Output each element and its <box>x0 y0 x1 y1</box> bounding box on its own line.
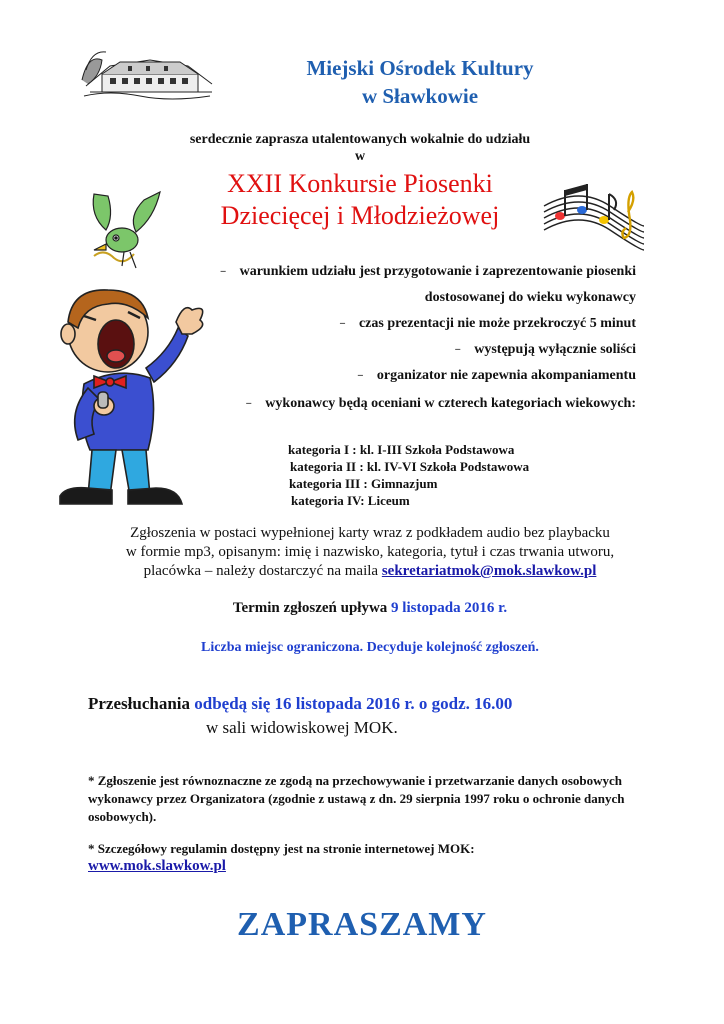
category-item: kategoria III : Gimnazjum <box>289 476 438 491</box>
contest-title-line2: Dziecięcej i Młodzieżowej <box>220 201 500 230</box>
deadline-date: 9 listopada 2016 r. <box>391 600 508 616</box>
auditions-line: Przesłuchania odbędą się 16 listopada 2016 r. o godz. 16.00 <box>88 694 513 713</box>
submission-info <box>60 524 680 581</box>
email-link[interactable]: sekretariatmok@mok.slawkow.pl <box>381 563 597 579</box>
singing-boy-icon <box>38 282 218 516</box>
condition-item: dostosowanej do wieku wykonawcy <box>424 290 636 305</box>
closing-heading: ZAPRASZAMY <box>237 906 487 943</box>
submission-line3: placówka – należy dostarczyć na maila sekretariatmok@mok.slawkow.pl <box>143 563 597 579</box>
condition-item: – warunkiem udziału jest przygotowanie i zaprezentowanie piosenki <box>220 264 636 279</box>
condition-item: – czas prezentacji nie może przekroczyć 5 minut <box>339 316 636 331</box>
consent-note: * Zgłoszenie jest równoznaczne ze zgodą na przechowywanie i przetwarzanie danych osobowych wykonawcy przez Organizatora (zgodnie z ustawą z dn. 29 sierpnia 1997 roku o ochronie danych osobowych). <box>88 773 625 824</box>
category-item: kategoria II : kl. IV-VI Szkoła Podstawowa <box>290 459 530 474</box>
category-item: kategoria IV: Liceum <box>291 493 410 508</box>
category-item: kategoria I : kl. I-III Szkoła Podstawowa <box>288 442 515 457</box>
invitation-line1: serdecznie zaprasza utalentowanych wokalnie do udziału <box>189 132 531 147</box>
submission-line2: w formie mp3, opisanym: imię i nazwisko, kategoria, tytuł i czas trwania utworu, <box>125 544 615 560</box>
organization-title <box>230 54 610 110</box>
invitation-line2: w <box>354 149 366 164</box>
contest-title <box>160 168 560 232</box>
invitation-text <box>120 131 600 165</box>
bird-icon <box>84 186 164 276</box>
org-name-line2: w Sławkowie <box>361 84 479 108</box>
submission-line1: Zgłoszenia w postaci wypełnionej karty wraz z podkładem audio bez playbacku <box>130 525 610 541</box>
building-sketch-icon <box>80 40 220 102</box>
auditions-venue: w sali widowiskowej MOK. <box>206 718 398 737</box>
deadline-line: Termin zgłoszeń upływa 9 listopada 2016 r. <box>232 600 508 616</box>
music-notes-icon <box>540 176 644 256</box>
website-link[interactable]: www.mok.slawkow.pl <box>88 858 226 874</box>
auditions-date: odbędą się 16 listopada 2016 r. o godz. 16.00 <box>194 694 513 713</box>
org-name-line1: Miejski Ośrodek Kultury <box>306 56 534 80</box>
condition-item: – występują wyłącznie soliści <box>455 342 636 357</box>
condition-item: – organizator nie zapewnia akompaniamentu <box>357 368 636 383</box>
limited-places-note: Liczba miejsc ograniczona. Decyduje kolejność zgłoszeń. <box>201 640 539 655</box>
condition-item: – wykonawcy będą oceniani w czterech kategoriach wiekowych: <box>246 396 636 411</box>
contest-title-line1: XXII Konkursie Piosenki <box>227 169 493 198</box>
rules-note: * Szczegółowy regulamin dostępny jest na stronie internetowej MOK: <box>88 841 475 856</box>
